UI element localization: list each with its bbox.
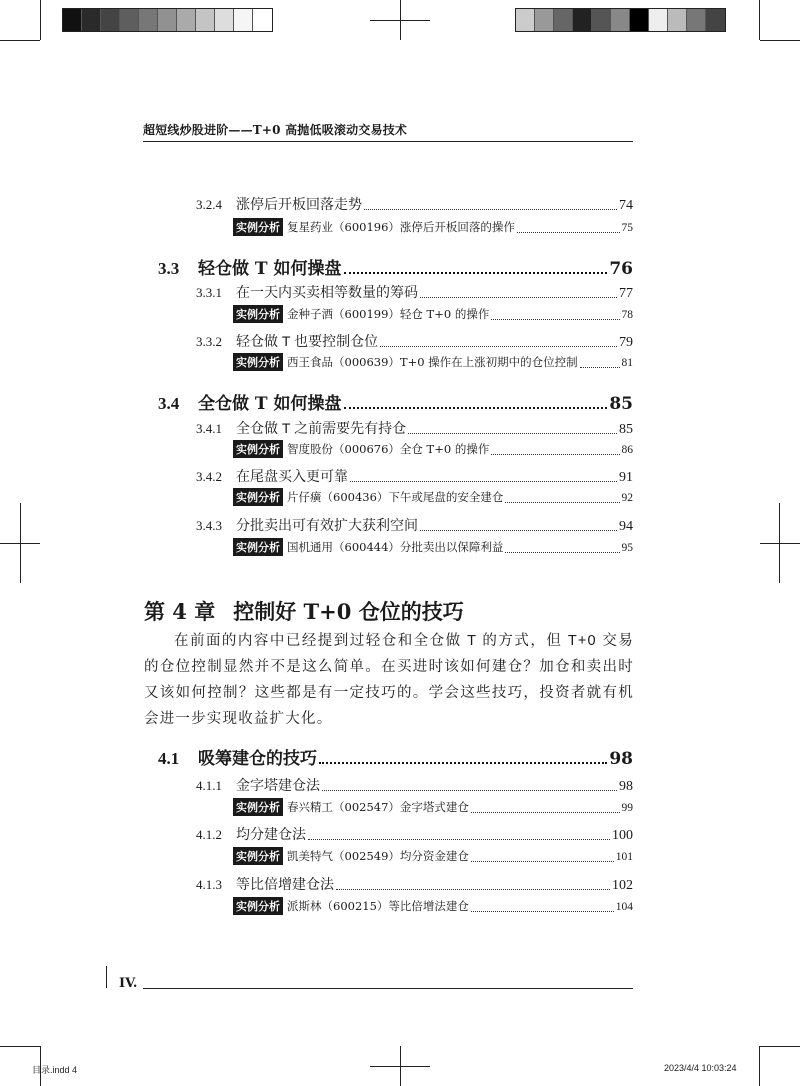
slug-filename: 目录.indd 4	[32, 1065, 78, 1075]
subsection-number: 4.1.2	[196, 827, 222, 842]
crop-mark	[760, 40, 800, 41]
page-ref: 104	[615, 901, 633, 913]
page-ref: 102	[612, 878, 633, 893]
page-ref: 91	[619, 470, 633, 485]
case-badge: 实例分析	[233, 538, 283, 556]
page-ref: 77	[619, 286, 633, 301]
toc-case-entry[interactable]	[233, 440, 633, 458]
dot-leader	[505, 502, 619, 503]
subsection-title: 全仓做 T 之前需要先有持仓	[236, 420, 407, 436]
registration-bar-left	[62, 8, 273, 32]
toc-section-entry[interactable]	[158, 744, 633, 769]
chapter-heading	[144, 596, 464, 626]
case-badge: 实例分析	[233, 897, 283, 915]
section-number: 3.4	[158, 394, 180, 413]
page-ref: 92	[621, 492, 633, 504]
page-ref: 81	[621, 357, 633, 369]
page-number: IV.	[119, 976, 138, 991]
page-ref: 99	[621, 802, 633, 814]
case-title: 派斯林（600215）等比倍增法建仓	[287, 899, 469, 913]
crop-mark	[760, 1046, 800, 1047]
dot-leader	[336, 889, 610, 890]
section-number: 3.3	[158, 259, 180, 278]
toc-subsection-entry[interactable]	[196, 824, 633, 844]
dot-leader	[505, 552, 619, 553]
subsection-number: 4.1.1	[196, 778, 222, 793]
chapter-number: 第 4 章	[144, 599, 216, 624]
footer-arrow-stem	[106, 966, 107, 988]
header-rule	[143, 141, 633, 142]
case-title: 复星药业（600196）涨停后开板回落的操作	[287, 220, 515, 234]
dot-leader	[420, 297, 617, 298]
toc-case-entry[interactable]	[233, 218, 633, 236]
center-mark	[370, 20, 430, 21]
toc-case-entry[interactable]	[233, 538, 633, 556]
toc-section-entry[interactable]	[158, 389, 633, 414]
dot-leader	[350, 481, 617, 482]
chapter-title: 控制好 T+0 仓位的技巧	[233, 599, 464, 624]
crop-mark	[759, 1046, 760, 1086]
page-ref: 100	[612, 828, 633, 843]
subsection-number: 3.4.3	[196, 518, 222, 533]
registration-bar-right	[515, 8, 726, 32]
page-ref: 98	[619, 779, 633, 794]
section-title: 轻仓做 T 如何操盘	[198, 259, 342, 279]
subsection-title: 均分建仓法	[236, 826, 306, 842]
subsection-number: 3.4.2	[196, 469, 222, 484]
toc-subsection-entry[interactable]	[196, 331, 633, 351]
toc-subsection-entry[interactable]	[196, 194, 633, 214]
toc-subsection-entry[interactable]	[196, 418, 633, 438]
subsection-title: 等比倍增建仓法	[236, 876, 334, 892]
case-badge: 实例分析	[233, 798, 283, 816]
dot-leader	[319, 762, 607, 764]
slug-timestamp: 2023/4/4 10:03:24	[664, 1063, 737, 1073]
case-title: 国机通用（600444）分批卖出以保障利益	[287, 540, 504, 554]
subsection-number: 3.3.2	[196, 334, 222, 349]
page-ref: 79	[619, 335, 633, 350]
subsection-title: 金字塔建仓法	[236, 777, 320, 793]
page-ref: 78	[621, 309, 633, 321]
toc-subsection-entry[interactable]	[196, 515, 633, 535]
footer-rule	[143, 988, 633, 989]
page-ref: 75	[621, 222, 633, 234]
page-ref: 85	[619, 422, 633, 437]
side-mark	[20, 503, 21, 583]
side-mark	[760, 543, 800, 544]
dot-leader	[491, 319, 619, 320]
case-title: 片仔癀（600436）下午或尾盘的安全建仓	[287, 490, 504, 504]
subsection-title: 在一天内买卖相等数量的筹码	[236, 284, 418, 300]
page-ref: 94	[619, 519, 633, 534]
toc-case-entry[interactable]	[233, 798, 633, 816]
dot-leader	[344, 407, 608, 409]
dot-leader	[344, 272, 608, 274]
crop-mark	[0, 40, 40, 41]
subsection-number: 4.1.3	[196, 877, 222, 892]
center-mark	[370, 1066, 430, 1067]
toc-case-entry[interactable]	[233, 488, 633, 506]
toc-section-entry[interactable]	[158, 254, 633, 279]
case-title: 凯美特气（002549）均分资金建仓	[287, 849, 469, 863]
section-title: 吸筹建仓的技巧	[198, 749, 317, 769]
dot-leader	[364, 209, 617, 210]
subsection-title: 轻仓做 T 也要控制仓位	[236, 333, 379, 349]
toc-case-entry[interactable]	[233, 305, 633, 323]
crop-mark	[0, 1046, 40, 1047]
case-title: 春兴精工（002547）金字塔式建仓	[287, 800, 469, 814]
subsection-number: 3.2.4	[196, 197, 222, 212]
subsection-number: 3.3.1	[196, 285, 222, 300]
subsection-title: 分批卖出可有效扩大获利空间	[236, 517, 418, 533]
toc-case-entry[interactable]	[233, 353, 633, 371]
dot-leader	[471, 812, 620, 813]
crop-mark	[759, 0, 760, 40]
toc-subsection-entry[interactable]	[196, 874, 633, 894]
case-title: 西王食品（000639）T+0 操作在上涨初期中的仓位控制	[287, 355, 578, 369]
dot-leader	[491, 454, 619, 455]
section-number: 4.1	[158, 749, 180, 768]
dot-leader	[517, 232, 620, 233]
subsection-title: 涨停后开板回落走势	[236, 196, 362, 212]
case-title: 智度股份（000676）全仓 T+0 的操作	[287, 442, 490, 456]
case-badge: 实例分析	[233, 218, 283, 236]
page-ref: 76	[609, 259, 633, 279]
toc-subsection-entry[interactable]	[196, 282, 633, 302]
toc-case-entry[interactable]	[233, 897, 633, 915]
dot-leader	[471, 911, 614, 912]
dot-leader	[580, 367, 620, 368]
page-ref: 101	[615, 851, 633, 863]
case-badge: 实例分析	[233, 353, 283, 371]
section-title: 全仓做 T 如何操盘	[198, 394, 342, 414]
page-ref: 85	[609, 394, 633, 414]
dot-leader	[408, 433, 617, 434]
case-title: 金种子酒（600199）轻仓 T+0 的操作	[287, 307, 490, 321]
side-mark	[779, 503, 780, 583]
running-head: 超短线炒股进阶——T+0 高抛低吸滚动交易技术	[143, 123, 408, 137]
crop-mark	[40, 0, 41, 40]
dot-leader	[471, 861, 614, 862]
case-badge: 实例分析	[233, 305, 283, 323]
dot-leader	[380, 346, 617, 347]
dot-leader	[308, 839, 610, 840]
toc-subsection-entry[interactable]	[196, 775, 633, 795]
page-ref: 86	[621, 444, 633, 456]
case-badge: 实例分析	[233, 440, 283, 458]
page-ref: 74	[619, 198, 633, 213]
page-ref: 98	[609, 749, 633, 769]
subsection-title: 在尾盘买入更可靠	[236, 468, 348, 484]
toc-subsection-entry[interactable]	[196, 466, 633, 486]
subsection-number: 3.4.1	[196, 421, 222, 436]
dot-leader	[420, 530, 617, 531]
chapter-intro: 在前面的内容中已经提到过轻仓和全仓做 T 的方式，但 T+0 交易的仓位控制显然并不是这么简单。在买进时该如何建仓？加仓和卖出时又该如何控制？这些都是有一定技巧的。学会这些技巧，投资者就有机会进一步实现收益扩大化。	[144, 633, 634, 727]
case-badge: 实例分析	[233, 488, 283, 506]
page-ref: 95	[621, 542, 633, 554]
dot-leader	[322, 790, 617, 791]
toc-case-entry[interactable]	[233, 847, 633, 865]
case-badge: 实例分析	[233, 847, 283, 865]
